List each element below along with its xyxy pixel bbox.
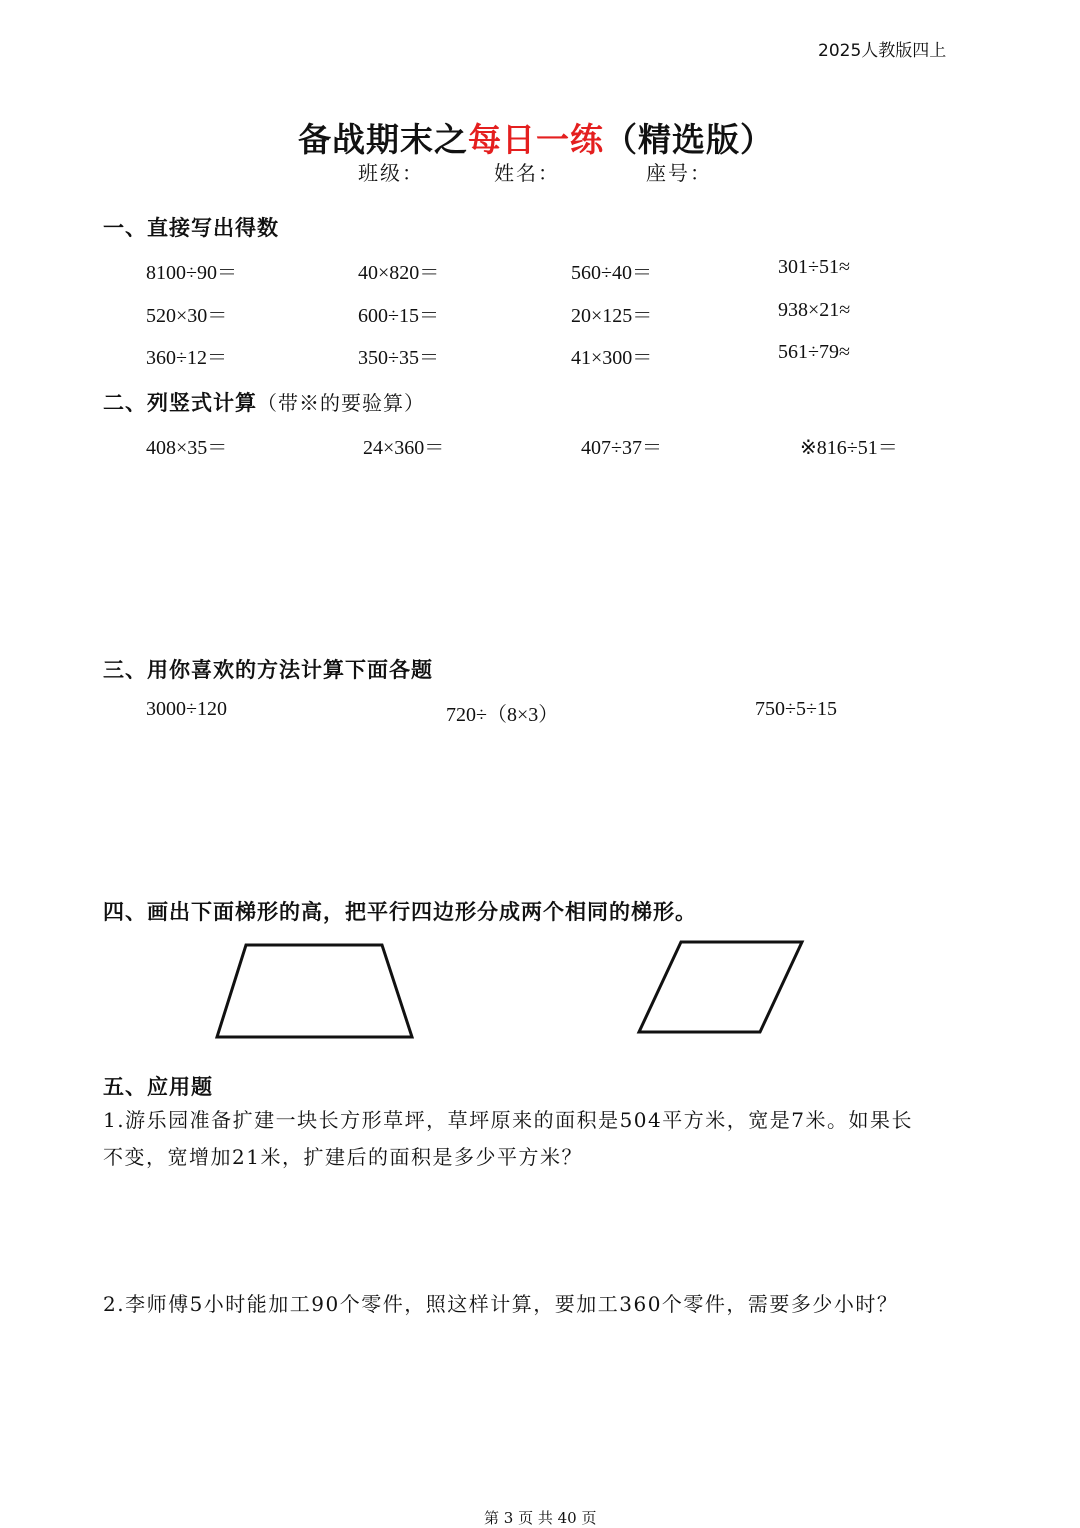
title-part-2-highlight: 每日一练	[468, 120, 604, 159]
word-problem-1	[103, 1102, 983, 1176]
section-4-title: 四、画出下面梯形的高，把平行四边形分成两个相同的梯形。	[103, 900, 697, 924]
oral-problem: 40×820＝	[358, 262, 440, 284]
oral-problem: 20×125＝	[571, 305, 653, 327]
free-method-problem: 720÷（8×3）	[446, 704, 559, 726]
trapezoid-figure	[217, 945, 412, 1037]
vertical-calc-problem: 407÷37＝	[581, 437, 662, 459]
vertical-calc-problem: 408×35＝	[146, 437, 228, 459]
oral-problem: 301÷51≈	[778, 256, 850, 278]
vertical-calc-problem: 24×360＝	[363, 437, 445, 459]
word-problem-2: 2.李师傅5小时能加工90个零件，照这样计算，要加工360个零件，需要多少小时？	[103, 1292, 899, 1316]
oral-problem: 560÷40＝	[571, 262, 652, 284]
vertical-calc-problem: ※816÷51＝	[800, 437, 898, 459]
edition-tag: 2025人教版四上	[818, 41, 947, 61]
class-label: 班级：	[358, 161, 424, 185]
word-problem-1-line-2: 不变，宽增加21米，扩建后的面积是多少平方米？	[103, 1145, 583, 1169]
section-2-title-text: 二、列竖式计算	[103, 391, 257, 415]
oral-problem: 561÷79≈	[778, 341, 850, 363]
title-part-1: 备战期末之	[298, 120, 468, 159]
page-number: 第 3 页 共 40 页	[484, 1509, 597, 1527]
free-method-problem: 3000÷120	[146, 698, 227, 720]
oral-problem: 600÷15＝	[358, 305, 439, 327]
name-label: 姓名：	[494, 161, 560, 185]
word-problem-1-line-1: 1.游乐园准备扩建一块长方形草坪，草坪原来的面积是504平方米，宽是7米。如果长	[103, 1108, 913, 1132]
section-2-note: （带※的要验算）	[257, 391, 425, 415]
oral-problem: 520×30＝	[146, 305, 228, 327]
title-part-3: （精选版）	[604, 120, 774, 159]
oral-problem: 41×300＝	[571, 347, 653, 369]
oral-problem: 350÷35＝	[358, 347, 439, 369]
section-3-title: 三、用你喜欢的方法计算下面各题	[103, 658, 433, 682]
seat-label: 座号：	[646, 161, 712, 185]
section-5-title: 五、应用题	[103, 1075, 213, 1099]
parallelogram-figure	[639, 942, 802, 1032]
oral-problem: 8100÷90＝	[146, 262, 237, 284]
oral-problem: 360÷12＝	[146, 347, 227, 369]
section-1-title: 一、直接写出得数	[103, 216, 279, 240]
free-method-problem: 750÷5÷15	[755, 698, 837, 720]
oral-problem: 938×21≈	[778, 299, 851, 321]
